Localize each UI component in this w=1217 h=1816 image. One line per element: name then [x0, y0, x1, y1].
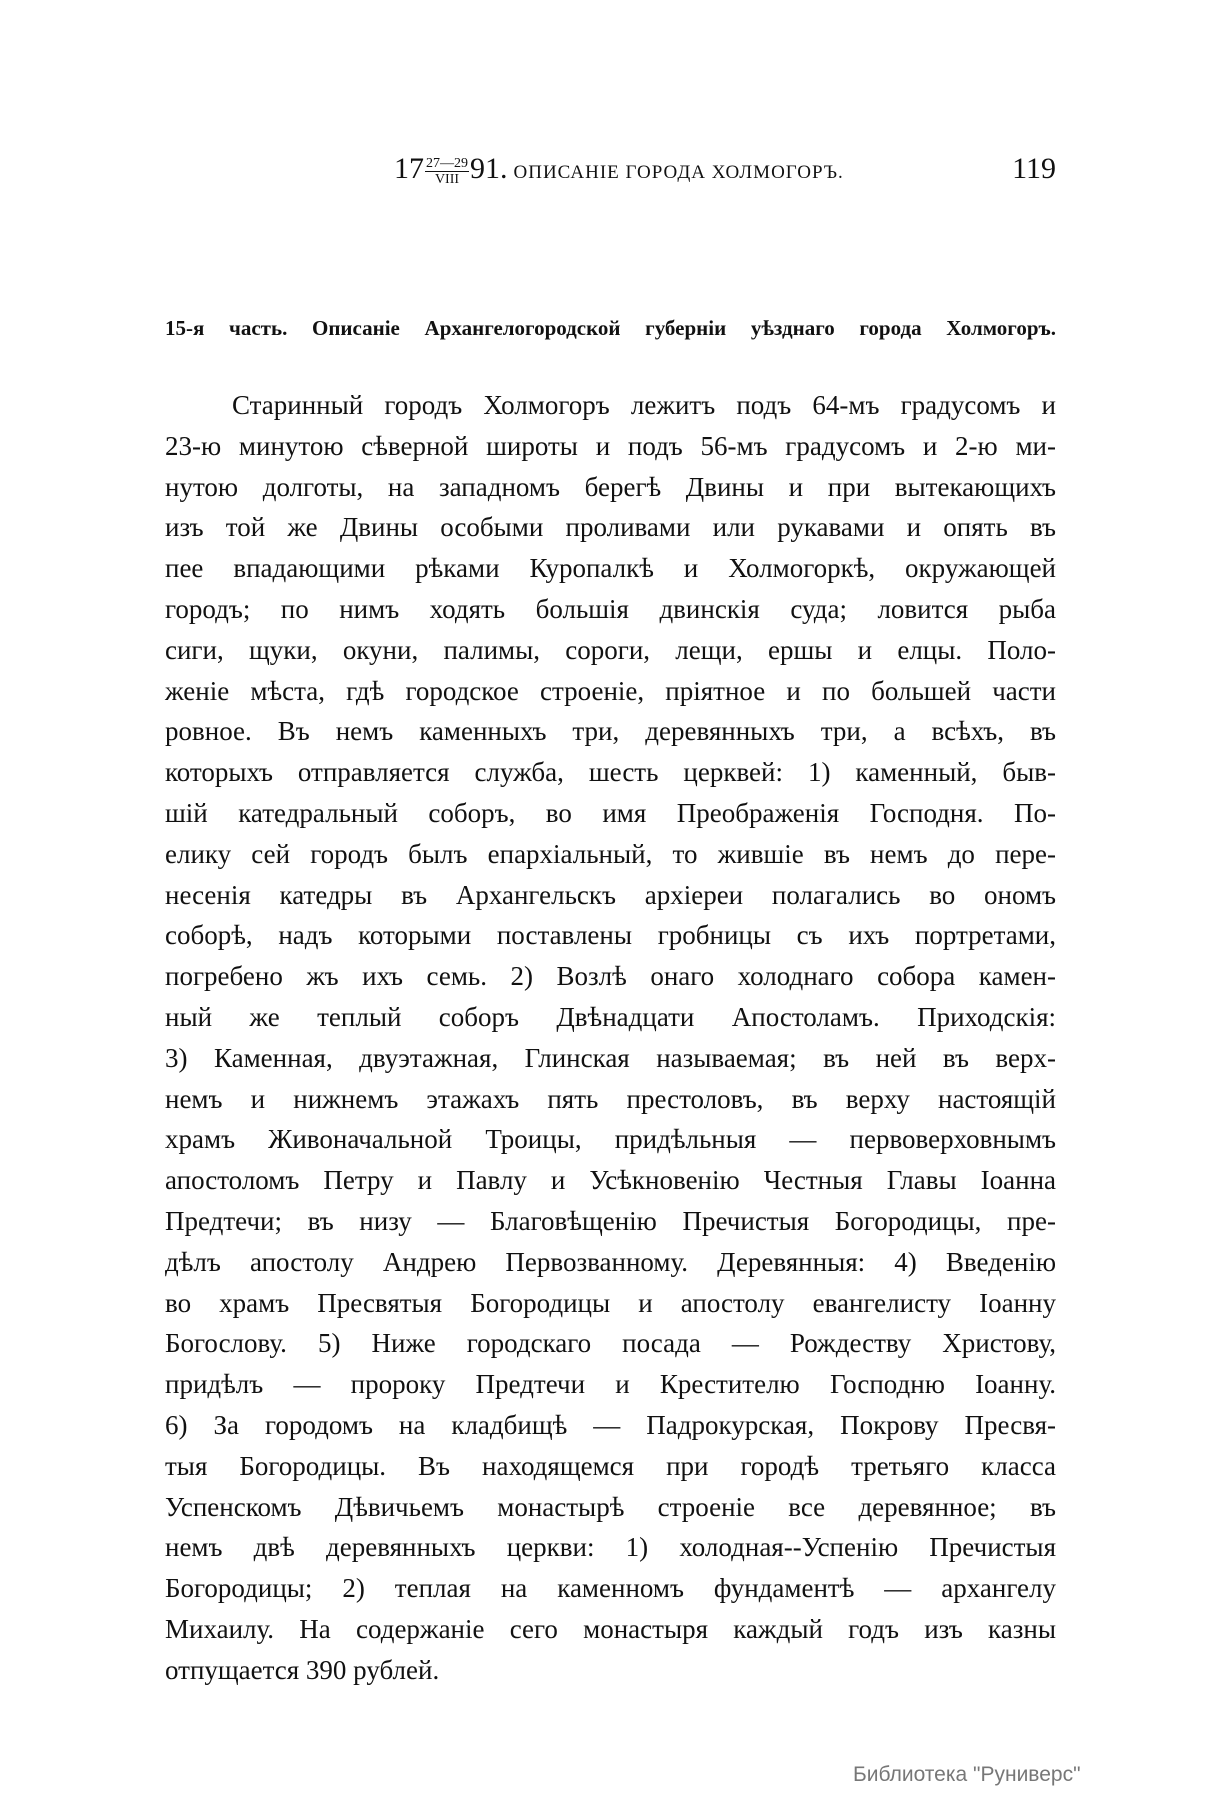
text-line: храмъ Живоначальной Троицы, придѣльныя — первоверховнымъ [165, 1124, 1056, 1155]
text-line: шій катедральный соборъ, во имя Преображенія Господня. По- [165, 797, 1056, 828]
page-number: 119 [1012, 152, 1056, 185]
text-line: городъ; по нимъ ходять большія двинскія суда; ловится рыба [165, 593, 1056, 624]
text-line: 6) За городомъ на кладбищѣ — Падрокурская, Покрову Пресвя- [165, 1409, 1056, 1440]
text-line: несенія катедры въ Архангельскъ архіереи полагались во ономъ [165, 879, 1056, 910]
text-line: придѣлъ — пророку Предтечи и Крестителю Господню Іоанну. [165, 1369, 1056, 1400]
text-line: погребено жъ ихъ семь. 2) Возлѣ онаго холоднаго собора камен- [165, 961, 1056, 992]
text-line: нутою долготы, на западномъ берегѣ Двины и при вытекающихъ [165, 471, 1056, 502]
date-suffix: 91. [470, 152, 508, 185]
section-title: 15-я часть. Описаніе Архангелогородской губерніи уѣзднаго города Холмогоръ. [165, 316, 1056, 340]
date-prefix: 17 [394, 152, 424, 185]
body-text [165, 385, 1056, 1691]
text-line: ровное. Въ немъ каменныхъ три, деревянныхъ три, а всѣхъ, въ [165, 716, 1056, 747]
text-line: елику сей городъ былъ епархіальный, то жившіе въ немъ до пере- [165, 838, 1056, 869]
text-line: которыхъ отправляется служба, шесть церквей: 1) каменный, быв- [165, 757, 1056, 788]
date-fraction [425, 156, 469, 187]
text-line: Старинный городъ Холмогоръ лежитъ подъ 64-мъ градусомъ и [232, 390, 1056, 420]
text-line: Михаилу. На содержаніе сего монастыря каждый годъ изъ казны [165, 1613, 1056, 1644]
library-watermark: Библиотека "Руниверс" [853, 1763, 1081, 1786]
text-line: соборѣ, надъ которыми поставлены гробницы съ ихъ портретами, [165, 920, 1056, 951]
text-line: изъ той же Двины особыми проливами или рукавами и опять въ [165, 512, 1056, 543]
text-line: Богослову. 5) Ниже городскаго посада — Рождеству Христову, [165, 1328, 1056, 1359]
date-month: VIII [434, 171, 460, 187]
text-line: Предтечи; въ низу — Благовѣщенію Пречистыя Богородицы, пре- [165, 1205, 1056, 1236]
date-days: 27—29 [426, 155, 468, 171]
text-line: ный же теплый соборъ Двѣнадцати Апостоламъ. Приходскія: [165, 1001, 1056, 1032]
text-line: дѣлъ апостолу Андрею Первозванному. Деревянныя: 4) Введенію [165, 1246, 1056, 1277]
text-line: пее впадающими рѣками Куропалкѣ и Холмогоркѣ, окружающей [165, 553, 1056, 584]
text-line: немъ и нижнемъ этажахъ пять престоловъ, въ верху настоящій [165, 1083, 1056, 1114]
text-line: женіе мѣста, гдѣ городское строеніе, пріятное и по большей части [165, 675, 1056, 706]
text-line: Богородицы; 2) теплая на каменномъ фундаментѣ — архангелу [165, 1573, 1056, 1604]
text-line: Успенскомъ Дѣвичьемъ монастырѣ строеніе все деревянное; въ [165, 1491, 1056, 1522]
text-line: 3) Каменная, двуэтажная, Глинская называемая; въ ней въ верх- [165, 1042, 1056, 1073]
text-line: во храмъ Пресвятыя Богородицы и апостолу евангелисту Іоанну [165, 1287, 1056, 1318]
header-date [394, 152, 844, 187]
running-title: ОПИСАНІЕ ГОРОДА ХОЛМОГОРЪ. [513, 162, 844, 183]
text-line: сиги, щуки, окуни, палимы, сороги, лещи, ершы и елцы. Поло- [165, 634, 1056, 665]
text-line: 23-ю минутою сѣверной широты и подъ 56-мъ градусомъ и 2-ю ми- [165, 430, 1056, 461]
text-line: немъ двѣ деревянныхъ церкви: 1) холодная--Успенію Пречистыя [165, 1532, 1056, 1563]
text-line: тыя Богородицы. Въ находящемся при городѣ третьяго класса [165, 1450, 1056, 1481]
running-header [394, 152, 1056, 196]
text-line: апостоломъ Петру и Павлу и Усѣкновенію Честныя Главы Іоанна [165, 1165, 1056, 1196]
text-line: отпущается 390 рублей. [165, 1654, 440, 1685]
